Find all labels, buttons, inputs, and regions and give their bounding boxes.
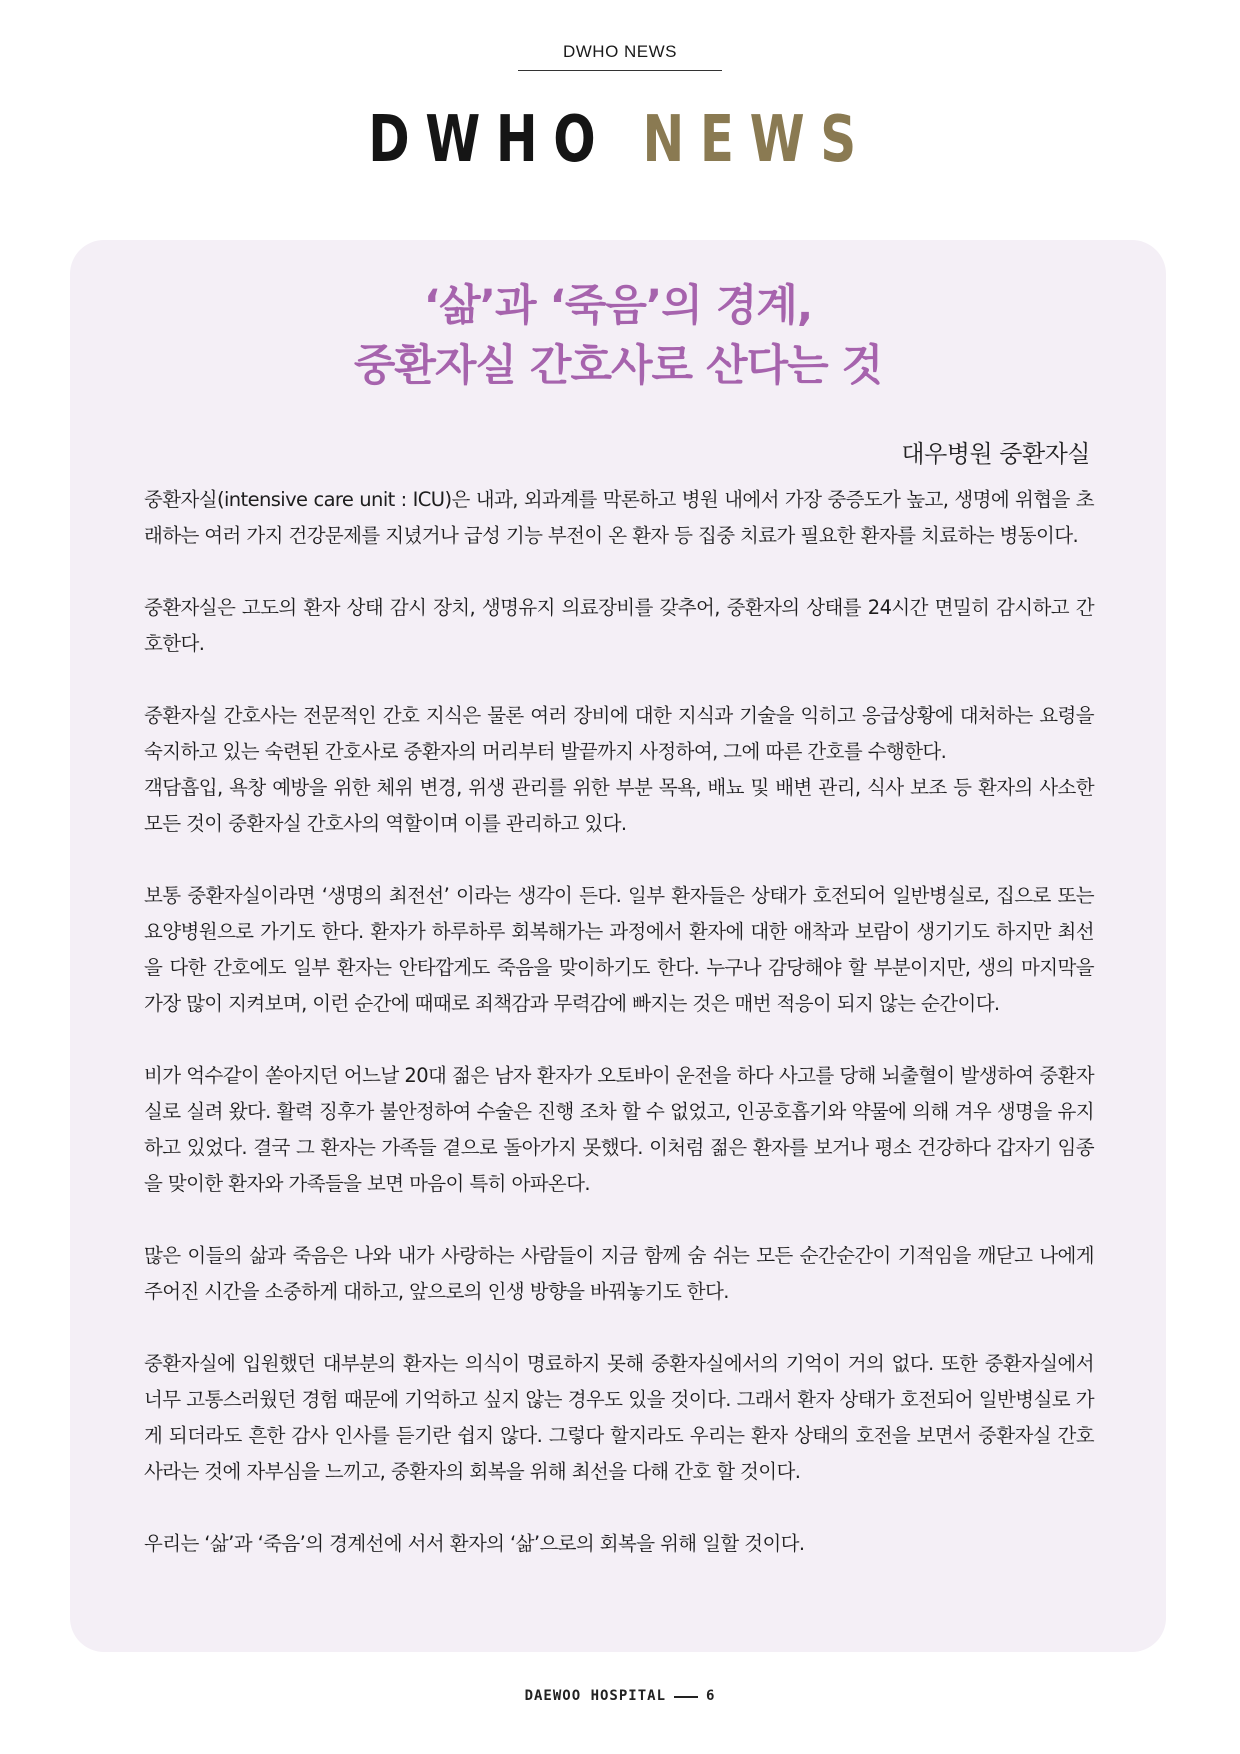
masthead	[136, 100, 1103, 180]
article-body	[144, 482, 1094, 1562]
paragraph: 많은 이들의 삶과 죽음은 나와 내가 사랑하는 사람들이 지금 함께 숨 쉬는 모든 순간순간이 기적임을 깨닫고 나에게 주어진 시간을 소중하게 대하고, 앞으로의 인생 방향을 바꿔놓기도 한다.	[144, 1244, 1094, 1303]
section-label: DWHO NEWS	[562, 42, 678, 61]
masthead-word-news: NEWS	[642, 103, 872, 177]
article-card	[70, 240, 1166, 1652]
article-byline: 대우병원 중환자실	[901, 440, 1090, 468]
paragraph: 중환자실 간호사는 전문적인 간호 지식은 물론 여러 장비에 대한 지식과 기술을 익히고 응급상황에 대처하는 요령을 숙지하고 있는 숙련된 간호사로 중환자의 머리부터 발끝까지 사정하여, 그에 따른 간호를 수행한다.	[144, 704, 1094, 763]
paragraph: 중환자실은 고도의 환자 상태 감시 장치, 생명유지 의료장비를 갖추어, 중환자의 상태를 24시간 면밀히 감시하고 간호한다.	[144, 596, 1094, 655]
article-title-line-2: 중환자실 간호사로 산다는 것	[353, 341, 883, 391]
paragraph: 중환자실에 입원했던 대부분의 환자는 의식이 명료하지 못해 중환자실에서의 기억이 거의 없다. 또한 중환자실에서 너무 고통스러웠던 경험 때문에 기억하고 싶지 않는 경우도 있을 것이다. 그래서 환자 상태가 호전되어 일반병실로 가게 되더라도 흔한 감사 인사를 듣기란 쉽지 않다. 그렇다 할지라도 우리는 환자 상태의 호전을 보면서 중환자실 간호사라는 것에 자부심을 느끼고, 중환자의 회복을 위해 최선을 다해 간호 할 것이다.	[144, 1352, 1094, 1483]
footer-hospital-name: DAEWOO HOSPITAL	[524, 1688, 666, 1704]
page-number: 6	[706, 1688, 716, 1704]
page-footer	[0, 1688, 1240, 1704]
page-header	[0, 0, 1240, 240]
paragraph: 중환자실(intensive care unit : ICU)은 내과, 외과계를 막론하고 병원 내에서 가장 중증도가 높고, 생명에 위협을 초래하는 여러 가지 건강문제를 지녔거나 급성 기능 부전이 온 환자 등 집중 치료가 필요한 환자를 치료하는 병동이다.	[144, 488, 1094, 547]
header-divider	[518, 70, 722, 71]
paragraph: 보통 중환자실이라면 ‘생명의 최전선’ 이라는 생각이 든다. 일부 환자들은 상태가 호전되어 일반병실로, 집으로 또는 요양병원으로 가기도 한다. 환자가 하루하루 회복해가는 과정에서 환자에 대한 애착과 보람이 생기기도 하지만 최선을 다한 간호에도 일부 환자는 안타깝게도 죽음을 맞이하기도 한다. 누구나 감당해야 할 부분이지만, 생의 마지막을 가장 많이 지켜보며, 이런 순간에 때때로 죄책감과 무력감에 빠지는 것은 매번 적응이 되지 않는 순간이다.	[144, 884, 1094, 1015]
masthead-word-dwho: DWHO	[368, 103, 612, 177]
article-title-line-1: ‘삶’과 ‘죽음’의 경계,	[423, 281, 813, 331]
paragraph: 객담흡입, 욕창 예방을 위한 체위 변경, 위생 관리를 위한 부분 목욕, 배뇨 및 배변 관리, 식사 보조 등 환자의 사소한 모든 것이 중환자실 간호사의 역할이며 이를 관리하고 있다.	[144, 776, 1094, 835]
paragraph: 비가 억수같이 쏟아지던 어느날 20대 젊은 남자 환자가 오토바이 운전을 하다 사고를 당해 뇌출혈이 발생하여 중환자실로 실려 왔다. 활력 징후가 불안정하여 수술은 진행 조차 할 수 없었고, 인공호흡기와 약물에 의해 겨우 생명을 유지하고 있었다. 결국 그 환자는 가족들 곁으로 돌아가지 못했다. 이처럼 젊은 환자를 보거나 평소 건강하다 갑자기 임종을 맞이한 환자와 가족들을 보면 마음이 특히 아파온다.	[144, 1064, 1094, 1195]
footer-separator	[674, 1696, 698, 1698]
article-title	[70, 276, 1166, 396]
paragraph: 우리는 ‘삶’과 ‘죽음’의 경계선에 서서 환자의 ‘삶’으로의 회복을 위해 일할 것이다.	[144, 1532, 805, 1555]
